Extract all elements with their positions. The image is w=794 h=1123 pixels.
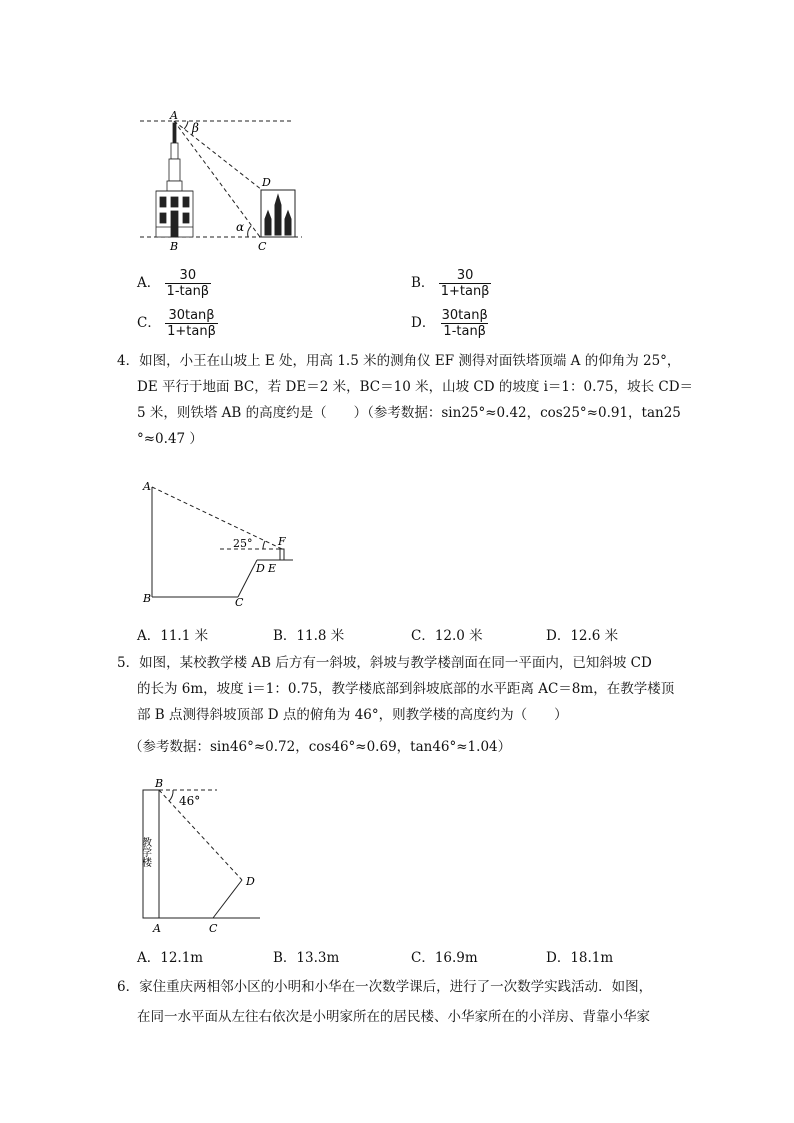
q5-reference: （参考数据：sin46°≈0.72，cos46°≈0.69，tan46°≈1.04） (129, 739, 512, 755)
fraction: $\frac{30}{1+\tan\beta}$ (440, 268, 490, 299)
q3-option-b: B． $\frac{30}{1+\tan\beta}$ (411, 268, 490, 299)
label-angle: 25° (233, 537, 253, 550)
q4-line-3: 5 米，则铁塔 AB 的高度约是（ ）（参考数据：sin25°≈0.42，cos25°≈0.91，tan25 (137, 405, 681, 421)
label-A: A (170, 109, 178, 122)
q5-option-d: D．18.1m (546, 950, 614, 966)
label-B: B (143, 592, 152, 605)
q5-option-b: B．13.3m (273, 950, 340, 966)
building-label: 教学楼 (139, 837, 151, 867)
q4-line-2: DE 平行于地面 BC，若 DE＝2 米，BC＝10 米，山坡 CD 的坡度 i＝1：0.75，坡长 CD＝ (137, 379, 694, 395)
q5-line-3: 部 B 点测得斜坡顶部 D 点的俯角为 46°，则教学楼的高度约为（ ） (137, 707, 568, 723)
label-A: A (143, 480, 151, 493)
q6-line-1: 6．家住重庆两相邻小区的小明和小华在一次数学课后，进行了一次数学实践活动．如图， (117, 979, 653, 995)
q4-option-c: C．12.0 米 (411, 628, 483, 644)
label-B: B (155, 777, 164, 790)
label-F: F (278, 535, 286, 548)
label-B: B (170, 240, 179, 253)
label-A: A (153, 922, 161, 935)
q3-option-c: C． $\frac{30\tan\beta}{1+\tan\beta}$ (137, 308, 216, 339)
q6-line-2: 在同一水平面从左往右依次是小明家所在的居民楼、小华家所在的小洋房、背靠小华家 (137, 1009, 650, 1025)
figure-q5 (135, 775, 270, 937)
question-4 (117, 348, 693, 452)
q3-option-d: D． $\frac{30\tan\beta}{1-\tan\beta}$ (411, 308, 488, 339)
question-5 (117, 650, 674, 760)
q5-option-c: C．16.9m (411, 950, 478, 966)
label-C: C (209, 922, 218, 935)
q5-line-2: 的长为 6m，坡度 i＝1：0.75，教学楼底部到斜坡底部的水平距离 AC＝8m，在教学楼顶 (137, 681, 675, 697)
q4-line-4: °≈0.47 ） (137, 431, 203, 447)
fraction: $\frac{30\tan\beta}{1+\tan\beta}$ (167, 308, 216, 339)
figure-q3 (130, 105, 320, 255)
building-cd (261, 190, 295, 237)
q3-option-a: A． $\frac{30}{1-\tan\beta}$ (137, 268, 210, 299)
fraction: $\frac{30}{1-\tan\beta}$ (166, 268, 210, 299)
label-beta: β (192, 121, 199, 135)
fraction: $\frac{30\tan\beta}{1-\tan\beta}$ (441, 308, 488, 339)
q4-option-a: A．11.1 米 (137, 628, 209, 644)
figure-q4 (135, 475, 305, 610)
label-C: C (258, 240, 267, 253)
q4-option-b: B．11.8 米 (273, 628, 345, 644)
tower-drawing (156, 123, 193, 237)
question-6 (117, 974, 652, 1030)
label-angle: 46° (179, 794, 201, 808)
q5-line-1: 5．如图，某校教学楼 AB 后方有一斜坡，斜坡与教学楼剖面在同一平面内，已知斜坡 CD (117, 655, 652, 671)
label-C: C (235, 596, 244, 609)
q4-line-1: 4．如图，小王在山坡上 E 处，用高 1.5 米的测角仪 EF 测得对面铁塔顶端 A 的仰角为 25°， (117, 353, 681, 369)
q4-option-d: D．12.6 米 (546, 628, 619, 644)
label-D: D (256, 562, 265, 575)
label-E: E (268, 562, 277, 575)
label-alpha: α (236, 220, 245, 234)
q5-option-a: A．12.1m (137, 950, 204, 966)
label-D: D (262, 176, 271, 189)
label-D: D (246, 875, 255, 888)
